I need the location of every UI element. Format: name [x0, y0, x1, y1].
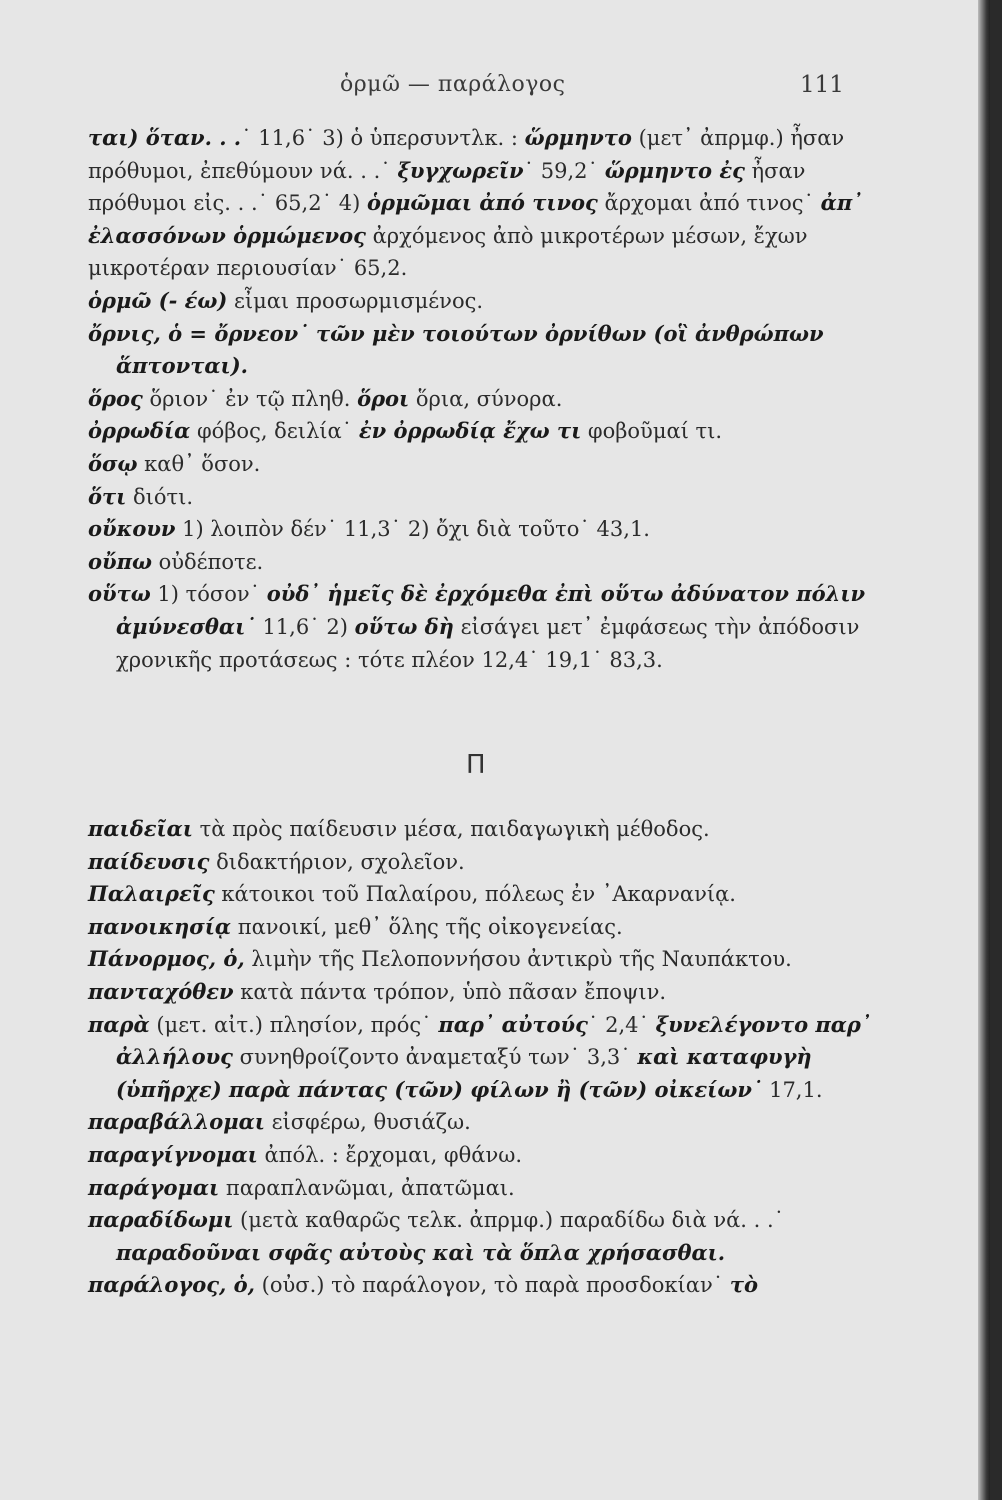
headword: ται) ὅταν. . .: [88, 125, 242, 150]
definition-text: ἄρχομαι ἀπό τινος˙: [597, 191, 821, 216]
page-number: 111: [800, 72, 844, 98]
headword: οὕτω: [88, 581, 151, 607]
definition-text: διότι.: [126, 484, 194, 509]
definition-text: κάτοικοι τοῦ Παλαίρου, πόλεως ἐν ᾽Ακαρνανίᾳ.: [214, 882, 736, 907]
entry-ornis: [88, 318, 878, 383]
entries-section-omicron: [88, 122, 878, 676]
definition-text: ἀπόλ. : ἔρχομαι, φθάνω.: [257, 1142, 523, 1167]
bold-citation: ξυνελέγοντο παρ᾽ ἀλλήλους: [116, 1011, 872, 1070]
entry-orrodia: [88, 415, 878, 448]
definition-text: ὅριον˙ ἐν τῷ πληθ.: [142, 386, 358, 411]
headword: παραγίγνομαι: [88, 1141, 258, 1167]
bold-citation: παραδοῦναι σφᾶς αὐτοὺς καὶ τὰ ὅπλα χρήσασθαι.: [116, 1239, 726, 1265]
headword: Παλαιρεῖς: [88, 881, 215, 907]
entry-paideiai: [88, 813, 878, 846]
running-head-title: ὁρμῶ — παράλογος: [340, 72, 566, 97]
definition-text: συνηθροίζοντο ἀναμεταξύ των˙ 3,3˙: [232, 1045, 638, 1070]
entry-oso: [88, 448, 878, 481]
entry-paragignomai: [88, 1139, 878, 1172]
headword: ὀρρωδία: [88, 418, 191, 444]
bold-citation: ἀπ᾽ ἐλασσόνων ὁρμώμενος: [88, 190, 863, 248]
definition-text: εἰσφέρω, θυσιάζω.: [264, 1110, 471, 1135]
definition-text: ˙ 59,2˙: [523, 158, 605, 183]
page-edge-shadow: [978, 0, 990, 1500]
bold-citation: ξυγχωρεῖν: [397, 157, 524, 183]
entry-cont-1: [88, 122, 878, 285]
headword: ὁρμῶ (- έω): [88, 287, 228, 313]
section-letter: Π: [466, 750, 486, 780]
bold-citation: οὕτω δὴ: [354, 613, 454, 639]
entry-paragomai: [88, 1172, 878, 1205]
definition-text: ˙ 2,4˙: [587, 1012, 656, 1037]
definition-text: (μετὰ καθαρῶς τελκ. ἀπρμφ.) παραδίδω διὰ νά. . .˙: [233, 1208, 785, 1233]
headword: ὅρος: [88, 385, 143, 411]
definition-text: 17,1.: [762, 1077, 823, 1102]
definition-text: ὅρια, σύνορα.: [409, 386, 563, 411]
headword: παράγομαι: [88, 1174, 220, 1200]
definition-text: 11,6˙ 2): [255, 614, 355, 639]
bold-citation: καὶ καταφυγὴ (ὑπῆρχε) παρὰ πάντας (τῶν) φίλων ἢ (τῶν) οἰκείων˙: [116, 1044, 812, 1102]
headword: πανοικησίᾳ: [88, 913, 232, 939]
entry-paideusis: [88, 846, 878, 879]
definition-text: (οὐσ.) τὸ παράλογον, τὸ παρὰ προσδοκίαν˙: [255, 1273, 730, 1298]
entry-panoikesia: [88, 911, 878, 944]
bold-citation: ἐν ὀρρωδίᾳ ἔχω τι: [358, 418, 582, 444]
definition-text: 1) τόσον˙: [150, 582, 267, 607]
definition-text: φοβοῦμαί τι.: [581, 419, 723, 444]
definition-text: (μετ᾽ ἀπρμφ.) ἦσαν πρόθυμοι, ἐπεθύμουν νά. . .˙: [88, 126, 845, 183]
headword: παραδίδωμι: [88, 1207, 234, 1233]
definition-text: (μετ. αἰτ.) πλησίον, πρός˙: [149, 1012, 439, 1037]
definition-text: ˙ 11,6˙ 3) ὁ ὑπερσυντλκ. :: [241, 126, 525, 150]
entry-panormos: [88, 943, 878, 976]
definition-text: οὐδέποτε.: [151, 549, 264, 574]
entry-oukoun: [88, 513, 878, 546]
headword: οὔκουν: [88, 516, 176, 542]
headword: παιδεῖαι: [88, 816, 193, 841]
definition-text: καθ᾽ ὅσον.: [137, 451, 261, 476]
definition-text: λιμὴν τῆς Πελοποννήσου ἀντικρὺ τῆς Ναυπάκτου.: [244, 947, 792, 972]
bold-citation: τὸ: [729, 1272, 759, 1298]
definition-text: διδακτήριον, σχολεῖον.: [209, 849, 465, 874]
headword: παρὰ: [88, 1011, 150, 1037]
entry-oti: [88, 481, 878, 514]
headword: ὅτι: [88, 483, 127, 509]
bold-citation: παρ᾽ αὐτούς: [438, 1011, 588, 1037]
running-head: [0, 72, 990, 102]
bold-citation: οὐδ᾽ ἡμεῖς δὲ ἐρχόμεθα ἐπὶ οὕτω ἀδύνατον πόλιν ἀμύνεσθαι˙: [116, 581, 866, 639]
entries-section-pi: [88, 813, 878, 1302]
entry-para: [88, 1009, 878, 1107]
entry-paralogos: [88, 1269, 878, 1302]
headword: ὄρνις, ὁ = ὄρνεον˙ τῶν μὲν τοιούτων ὀρνίθων (οἳ ἀνθρώπων ἅπτονται).: [88, 320, 824, 379]
headword: πανταχόθεν: [88, 978, 234, 1004]
entry-pantachothen: [88, 976, 878, 1009]
definition-text: ἦσαν πρόθυμοι εἰς. . .˙ 65,2˙ 4): [88, 158, 806, 216]
entry-oros: [88, 383, 878, 416]
entry-palaireis: [88, 878, 878, 911]
entry-oupo: [88, 546, 878, 579]
definition-text: 1) λοιπὸν δέν˙ 11,3˙ 2) ὄχι διὰ τοῦτο˙ 43,1.: [175, 517, 650, 542]
bold-citation: ὁρμῶμαι ἀπό τινος: [367, 190, 598, 216]
headword: παραβάλλομαι: [88, 1109, 265, 1135]
entry-paradidomi: [88, 1204, 878, 1269]
headword: παίδευσις: [88, 848, 210, 874]
definition-text: κατὰ πάντα τρόπον, ὑπὸ πᾶσαν ἔποψιν.: [233, 979, 667, 1004]
headword: ὅσῳ: [88, 450, 138, 476]
definition-text: ἀρχόμενος ἀπὸ μικροτέρων μέσων, ἔχων μικροτέραν περιουσίαν˙ 65,2.: [88, 223, 808, 281]
definition-text: φόβος, δειλία˙: [190, 419, 359, 444]
entry-outo: [88, 578, 878, 676]
entry-ormo: [88, 285, 878, 318]
definition-text: πανοικί, μεθ᾽ ὅλης τῆς οἰκογενείας.: [231, 914, 623, 939]
definition-text: παραπλανῶμαι, ἀπατῶμαι.: [219, 1175, 515, 1200]
bold-citation: ὥρμηντο: [524, 125, 632, 150]
headword: Πάνορμος, ὁ,: [88, 946, 245, 972]
headword: οὔπω: [88, 548, 152, 574]
bold-citation: ὥρμηντο ἐς: [604, 157, 745, 183]
definition-text: τὰ πρὸς παίδευσιν μέσα, παιδαγωγικὴ μέθοδος.: [192, 817, 710, 841]
definition-text: εἶμαι προσωρμισμένος.: [227, 288, 484, 313]
bold-citation: ὅροι: [357, 385, 410, 411]
entry-paraballomai: [88, 1106, 878, 1139]
definition-text: εἰσάγει μετ᾽ ἐμφάσεως τὴν ἀπόδοσιν χρονικῆς προτάσεως : τότε πλέον 12,4˙ 19,1˙ 83,3.: [116, 614, 860, 672]
headword: παράλογος, ὁ,: [88, 1272, 255, 1298]
